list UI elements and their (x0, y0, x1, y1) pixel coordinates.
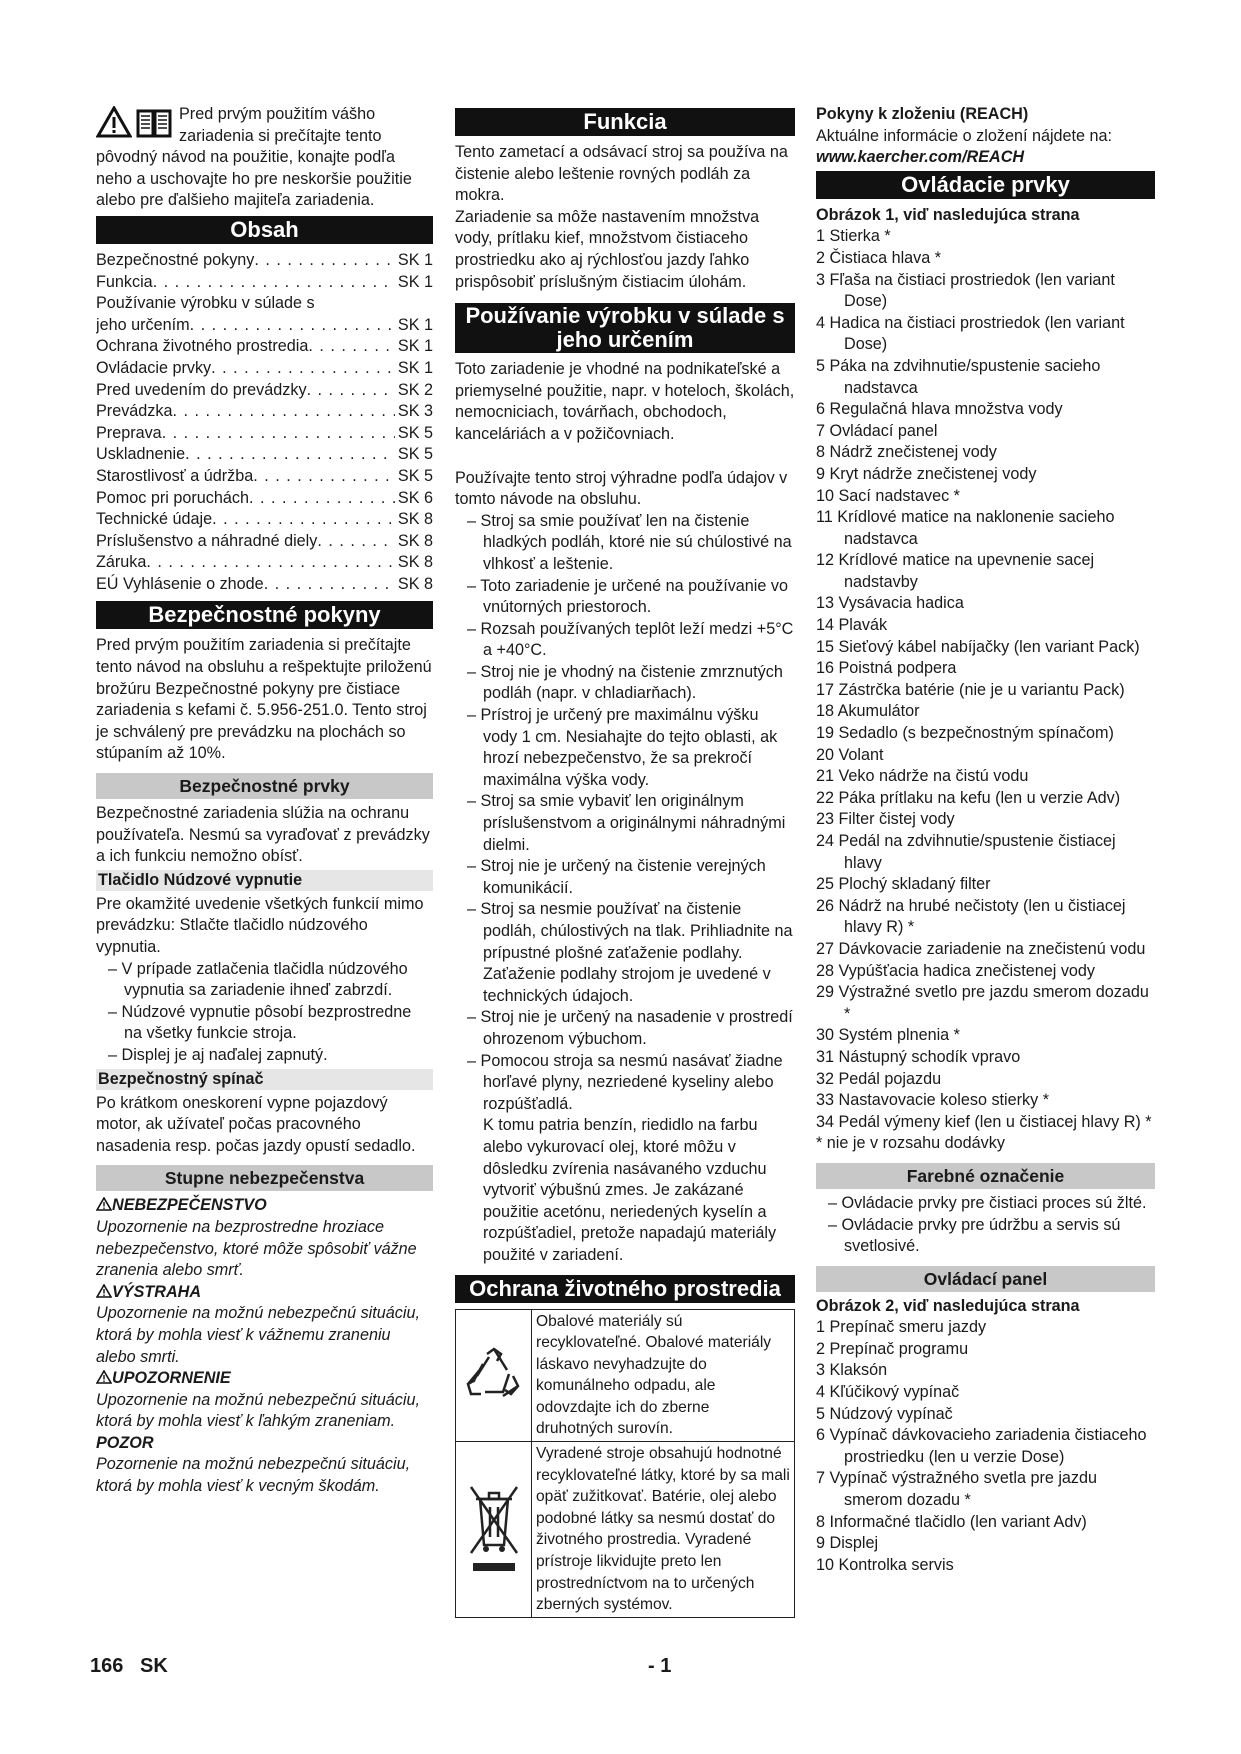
toc-item-title: Záruka (96, 553, 147, 572)
list-item: – Stroj nie je určený na nasadenie v prostredí ohrozenom výbuchom. (455, 1007, 795, 1050)
note-label: POZOR (96, 1433, 154, 1452)
toc-item[interactable] (96, 466, 433, 488)
page-number-value: 166 (90, 1655, 124, 1677)
toc-item-page: SK 2 (397, 380, 433, 399)
toc-leader (317, 531, 395, 553)
toc-item[interactable] (96, 272, 433, 294)
control-item: 26 Nádrž na hrubé nečistoty (len u čistiacej hlavy R) * (816, 896, 1126, 937)
list-item: – Stroj sa smie používať len na čistenie hladkých podláh, ktoré nie sú chúlostivé na vlhkosť a leštenie. (455, 511, 795, 576)
control-item: 14 Plavák (816, 616, 888, 635)
list-item: – Prístroj je určený pre maximálnu výšku vody 1 cm. Nesiahajte do tejto oblasti, ak hrozí nebezpečenstvo, že sa prekročí maximálna výška vody. (455, 705, 795, 791)
control-item: 11 Krídlové matice na naklonenie sacieho nadstavca (816, 508, 1115, 548)
toc-item-title: Prevádzka (96, 402, 173, 421)
toc-item-page: SK 1 (397, 315, 433, 334)
panel-item: 4 Kľúčikový vypínač (816, 1383, 960, 1402)
control-item: 23 Filter čistej vody (816, 810, 955, 829)
safety-devices-text: Bezpečnostné zariadenia slúžia na ochranu používateľa. Nesmú sa vyraďovať z prevádzky a ich funkciu nemožno obísť. (96, 804, 430, 866)
figure-1-ref: Obrázok 1, viď nasledujúca strana (816, 205, 1080, 224)
toc-item-page: SK 5 (397, 423, 433, 442)
toc-item[interactable] (96, 531, 433, 553)
toc-item-title: Bezpečnostné pokyny (96, 250, 255, 269)
recycle-cell (456, 1310, 532, 1442)
warning-label-text: VÝSTRAHA (112, 1282, 202, 1301)
toc-list (96, 250, 433, 596)
control-item: 32 Pedál pojazdu (816, 1069, 942, 1088)
toc-item[interactable] (96, 380, 433, 402)
toc-item[interactable] (96, 358, 433, 380)
toc-item[interactable] (96, 401, 433, 423)
control-item: 9 Kryt nádrže znečistenej vody (816, 464, 1037, 483)
panel-item: 10 Kontrolka servis (816, 1555, 954, 1574)
column-right (816, 104, 1155, 1576)
panel-item: 9 Displej (816, 1534, 879, 1553)
control-item: 21 Veko nádrže na čistú vodu (816, 767, 1029, 786)
toc-item-page: SK 8 (397, 553, 433, 572)
toc-item-title: Príslušenstvo a náhradné diely (96, 531, 318, 550)
caution-text: Upozornenie na možnú nebezpečnú situáciu, ktorá by mohla viesť k ľahkým zraneniam. (96, 1390, 420, 1431)
control-item: 13 Vysávacia hadica (816, 594, 964, 613)
list-item: – V prípade zatlačenia tlačidla núdzového vypnutia sa zariadenie ihneď zabrzdí. (96, 959, 433, 1002)
toc-item-title: Starostlivosť a údržba (96, 466, 254, 485)
page-number (90, 1656, 168, 1678)
warning-triangle-icon (96, 1370, 112, 1384)
function-heading: Funkcia (455, 108, 795, 136)
hazard-levels-heading: Stupne nebezpečenstva (96, 1165, 433, 1191)
emergency-stop-heading: Tlačidlo Núdzové vypnutie (96, 870, 433, 891)
toc-item[interactable] (96, 488, 433, 510)
panel-item: 1 Prepínač smeru jazdy (816, 1318, 987, 1337)
toc-heading: Obsah (96, 216, 433, 244)
page-center-marker: - 1 (648, 1655, 672, 1677)
control-item: 33 Nastavovacie koleso stierky * (816, 1091, 1050, 1110)
control-item: 12 Krídlové matice na upevnenie sacej nadstavby (816, 551, 1095, 591)
language-code: SK (140, 1655, 168, 1677)
control-item: 29 Výstražné svetlo pre jazdu smerom dozadu * (816, 983, 1149, 1023)
toc-item-page: SK 8 (397, 531, 433, 550)
list-item: – Rozsah používaných teplôt leží medzi +5°C a +40°C. (455, 619, 795, 662)
control-item: 22 Páka prítlaku na kefu (len u verzie Adv) (816, 788, 1121, 807)
danger-label-text: NEBEZPEČENSTVO (112, 1196, 267, 1215)
control-item: 17 Zástrčka batérie (nie je u variantu Pack) (816, 680, 1125, 699)
toc-item-title: Ovládacie prvky (96, 358, 212, 377)
control-item: 3 Fľaša na čistiaci prostriedok (len variant Dose) (816, 270, 1115, 311)
toc-item-title: Preprava (96, 423, 162, 442)
toc-leader (254, 250, 395, 272)
list-item: – Stroj nie je určený na čistenie verejných komunikácií. (455, 856, 795, 899)
toc-item[interactable] (96, 509, 433, 531)
control-item: 30 Systém plnenia * (816, 1026, 960, 1045)
note-text: Pozornenie na možnú nebezpečnú situáciu, ktorá by mohla viesť k vecným škodám. (96, 1455, 411, 1496)
manual-book-icon (135, 106, 173, 138)
toc-item-page: SK 1 (397, 272, 433, 291)
toc-item-title: Pred uvedením do prevádzky (96, 380, 307, 399)
control-item: 28 Vypúšťacia hadica znečistenej vody (816, 961, 1096, 980)
intro-icons (96, 106, 173, 138)
function-text-1: Tento zametací a odsávací stroj sa používa na čistenie alebo leštenie rovných podláh za mokra. (455, 143, 788, 205)
toc-item-page: SK 8 (397, 510, 433, 529)
warning-label (96, 1282, 433, 1304)
list-item: – Toto zariadenie je určené na používanie vo vnútorných priestoroch. (455, 576, 795, 619)
controls-list (816, 226, 1155, 1133)
intended-use-extra: K tomu patria benzín, riedidlo na farbu alebo vykurovací olej, ktoré môžu v dôsledku zvírenia nasávaného vzduchu vytvoriť výbušnú zmes. Je zakázané použitie acetónu, neriedených kyselín a rozpúšťadiel, pretože napadajú materiály použité v zariadení. (483, 1116, 777, 1264)
toc-item[interactable] (96, 293, 433, 315)
reach-text: Aktuálne informácie o zložení nájdete na: (816, 126, 1113, 145)
panel-item: 7 Vypínač výstražného svetla pre jazdu smerom dozadu * (816, 1469, 1098, 1510)
toc-item-page: SK 3 (397, 402, 433, 421)
color-coding-list (816, 1193, 1155, 1258)
controls-heading: Ovládacie prvky (816, 171, 1155, 199)
toc-item-title: Uskladnenie (96, 445, 186, 464)
figure-2-ref: Obrázok 2, viď nasledujúca strana (816, 1296, 1080, 1315)
panel-item: 8 Informačné tlačidlo (len variant Adv) (816, 1512, 1087, 1531)
control-item: 7 Ovládací panel (816, 421, 938, 440)
crossed-bin-icon (463, 1479, 525, 1579)
toc-leader (185, 444, 395, 466)
toc-leader (249, 488, 395, 510)
control-item: 34 Pedál výmeny kief (len u čistiacej hlavy R) * (816, 1112, 1152, 1131)
control-item: 19 Sedadlo (s bezpečnostným spínačom) (816, 724, 1114, 743)
toc-item[interactable] (96, 444, 433, 466)
toc-item-page: SK 1 (397, 358, 433, 377)
reach-heading: Pokyny k zloženiu (REACH) (816, 105, 1029, 123)
toc-leader (162, 423, 395, 445)
emergency-stop-text: Pre okamžité uvedenie všetkých funkcií mimo prevádzku: Stlačte tlačidlo núdzového vypnutia. (96, 894, 424, 956)
control-item: 6 Regulačná hlava množstva vody (816, 400, 1063, 419)
toc-item-page: SK 8 (397, 574, 433, 593)
intended-use-text-1: Toto zariadenie je vhodné na podnikateľské a priemyselné použitie, napr. v hoteloch, školách, nemocniciach, továrňach, obchodoch, kanceláriách a v požičovniach. (455, 360, 795, 443)
control-item: 5 Páka na zdvihnutie/spustenie sacieho nadstavca (816, 356, 1101, 397)
list-item: – Stroj sa smie vybaviť len originálnym príslušenstvom a originálnymi náhradnými dielmi. (455, 791, 795, 856)
warning-triangle-icon (96, 1284, 112, 1298)
toc-item-page: SK 5 (397, 445, 433, 464)
toc-item-title: Technické údaje (96, 510, 213, 529)
danger-label (96, 1195, 433, 1217)
list-item: – Stroj nie je vhodný na čistenie zmrznutých podláh (napr. v chladiarňach). (455, 662, 795, 705)
toc-item[interactable] (96, 250, 433, 272)
toc-item-page: SK 6 (397, 488, 433, 507)
panel-item: 6 Vypínač dávkovacieho zariadenia čistiaceho prostriedku (len u verzie Dose) (816, 1426, 1147, 1466)
control-item: 10 Sací nadstavec * (816, 486, 960, 505)
toc-item-page: SK 5 (397, 466, 433, 485)
footnote: * nie je v rozsahu dodávky (816, 1134, 1005, 1153)
warning-triangle-icon (96, 1197, 112, 1211)
control-item: 20 Volant (816, 745, 884, 764)
control-item: 24 Pedál na zdvihnutie/spustenie čistiacej hlavy (816, 832, 1116, 872)
control-item: 31 Nástupný schodík vpravo (816, 1047, 1021, 1066)
safety-switch-text: Po krátkom oneskorení vypne pojazdový motor, ak užívateľ počas pracovného nasadenia resp. počas jazdy opustí sedadlo. (96, 1093, 416, 1155)
toc-leader (172, 401, 394, 423)
toc-item-page: SK 1 (397, 337, 433, 356)
control-panel-list (816, 1317, 1155, 1576)
toc-item-title: Ochrana životného prostredia (96, 337, 309, 356)
safety-switch-heading: Bezpečnostný spínač (96, 1069, 433, 1090)
list-item: – Núdzové vypnutie pôsobí bezprostredne na všetky funkcie stroja. (96, 1002, 433, 1045)
toc-item[interactable] (96, 336, 433, 358)
control-item: 27 Dávkovacie zariadenie na znečistenú vodu (816, 939, 1146, 958)
toc-leader (146, 552, 395, 574)
intended-use-list (455, 511, 795, 1116)
panel-item: 3 Klaksón (816, 1361, 888, 1380)
control-item: 16 Poistná podpera (816, 659, 957, 678)
list-item: – Pomocou stroja sa nesmú nasávať žiadne horľavé plyny, nezriedené kyseliny alebo rozpúšťadlá. (455, 1051, 795, 1116)
control-item: 25 Plochý skladaný filter (816, 875, 991, 894)
emergency-stop-list (96, 959, 433, 1067)
toc-leader (264, 574, 395, 596)
toc-leader (153, 272, 395, 294)
caution-label (96, 1368, 433, 1390)
list-item: – Ovládacie prvky pre čistiaci proces sú žlté. (816, 1193, 1155, 1215)
warning-text: Upozornenie na možnú nebezpečnú situáciu, ktorá by mohla viesť k vážnemu zraneniu alebo smrti. (96, 1304, 420, 1366)
toc-item-title: jeho určením (96, 315, 190, 334)
list-item: – Ovládacie prvky pre údržbu a servis sú svetlosivé. (816, 1215, 1155, 1258)
toc-leader (190, 315, 395, 337)
caution-label-text: UPOZORNENIE (112, 1369, 231, 1388)
control-panel-heading: Ovládací panel (816, 1266, 1155, 1292)
control-item: 18 Akumulátor (816, 702, 920, 721)
safety-heading: Bezpečnostné pokyny (96, 601, 433, 629)
toc-item[interactable] (96, 552, 433, 574)
toc-item[interactable] (96, 423, 433, 445)
toc-item-title: EÚ Vyhlásenie o zhode (96, 574, 264, 593)
toc-leader (308, 336, 395, 358)
panel-item: 5 Núdzový vypínač (816, 1404, 953, 1423)
weee-text: Vyradené stroje obsahujú hodnotné recyklovateľné látky, ktoré by sa mali opäť zužitkovať. Batérie, olej alebo podobné látky sa nesmú dostať do životného prostredia. Vyradené prístroje likvidujte preto len prostredníctvom na to určených zberných systémov. (532, 1441, 794, 1617)
warning-triangle-icon (96, 106, 132, 138)
intended-use-heading: Používanie výrobku v súlade s jeho určením (455, 303, 795, 353)
intro-block (96, 104, 433, 212)
toc-item-title: Pomoc pri poruchách (96, 488, 249, 507)
toc-leader (212, 509, 395, 531)
recycle-text: Obalové materiály sú recyklovateľné. Obalové materiály láskavo nevyhadzujte do komunálneho odpadu, ale odovzdajte ich do zberne druhotných surovín. (536, 1312, 772, 1438)
environment-table (455, 1309, 795, 1618)
toc-item-page: SK 1 (397, 250, 433, 269)
control-item: 2 Čistiaca hlava * (816, 248, 942, 267)
environment-heading: Ochrana životného prostredia (455, 1275, 795, 1303)
safety-text: Pred prvým použitím zariadenia si prečítajte tento návod na obsluhu a rešpektujte priloženú brožúru Bezpečnostné pokyny pre čistiace zariadenia s kefami č. 5.956-251.0. Tento stroj je schválený pre prevádzku na plochách so stúpaním až 10%. (96, 636, 432, 763)
control-item: 15 Sieťový kábel nabíjačky (len variant Pack) (816, 637, 1140, 656)
intended-use-text-2: Používajte tento stroj výhradne podľa údajov v tomto návode na obsluhu. (455, 468, 788, 509)
toc-item[interactable] (96, 574, 433, 596)
toc-item[interactable] (96, 315, 433, 337)
toc-leader (307, 380, 395, 402)
toc-item-title: Používanie výrobku v súlade s (96, 294, 315, 313)
control-item: 4 Hadica na čistiaci prostriedok (len variant Dose) (816, 313, 1125, 354)
intro-text: Pred prvým použitím vášho zariadenia si prečítajte tento pôvodný návod na použitie, konajte podľa neho a uschovajte ho pre neskoršie použitie alebo pre ďalšieho majiteľa zariadenia. (96, 105, 412, 210)
list-item: – Displej je aj naďalej zapnutý. (96, 1045, 433, 1067)
reach-link[interactable]: www.kaercher.com/REACH (816, 148, 1025, 167)
control-item: 1 Stierka * (816, 227, 891, 246)
toc-leader (211, 358, 395, 380)
panel-item: 2 Prepínač programu (816, 1339, 969, 1358)
toc-leader (253, 466, 395, 488)
weee-cell (456, 1441, 532, 1617)
danger-text: Upozornenie na bezprostredne hroziace nebezpečenstvo, ktoré môže spôsobiť vážne zranenia alebo smrť. (96, 1217, 417, 1280)
function-text-2: Zariadenie sa môže nastavením množstva vody, prítlaku kief, množstvom čistiaceho prostriedku ako aj rýchlosťou jazdy ľahko prispôsobiť príslušným čistiacim úlohám. (455, 207, 760, 291)
column-middle (455, 104, 795, 1618)
list-item: – Stroj sa nesmie používať na čistenie podláh, chúlostivých na tlak. Prihliadnite na prípustné plošné zaťaženie podlahy. Zaťaženie podlahy strojom je uvedené v technických údajoch. (455, 899, 795, 1007)
column-left (96, 104, 433, 1498)
safety-devices-heading: Bezpečnostné prvky (96, 773, 433, 799)
control-item: 8 Nádrž znečistenej vody (816, 443, 997, 462)
recycle-icon (463, 1346, 525, 1404)
color-coding-heading: Farebné označenie (816, 1163, 1155, 1189)
toc-item-title: Funkcia (96, 272, 153, 291)
